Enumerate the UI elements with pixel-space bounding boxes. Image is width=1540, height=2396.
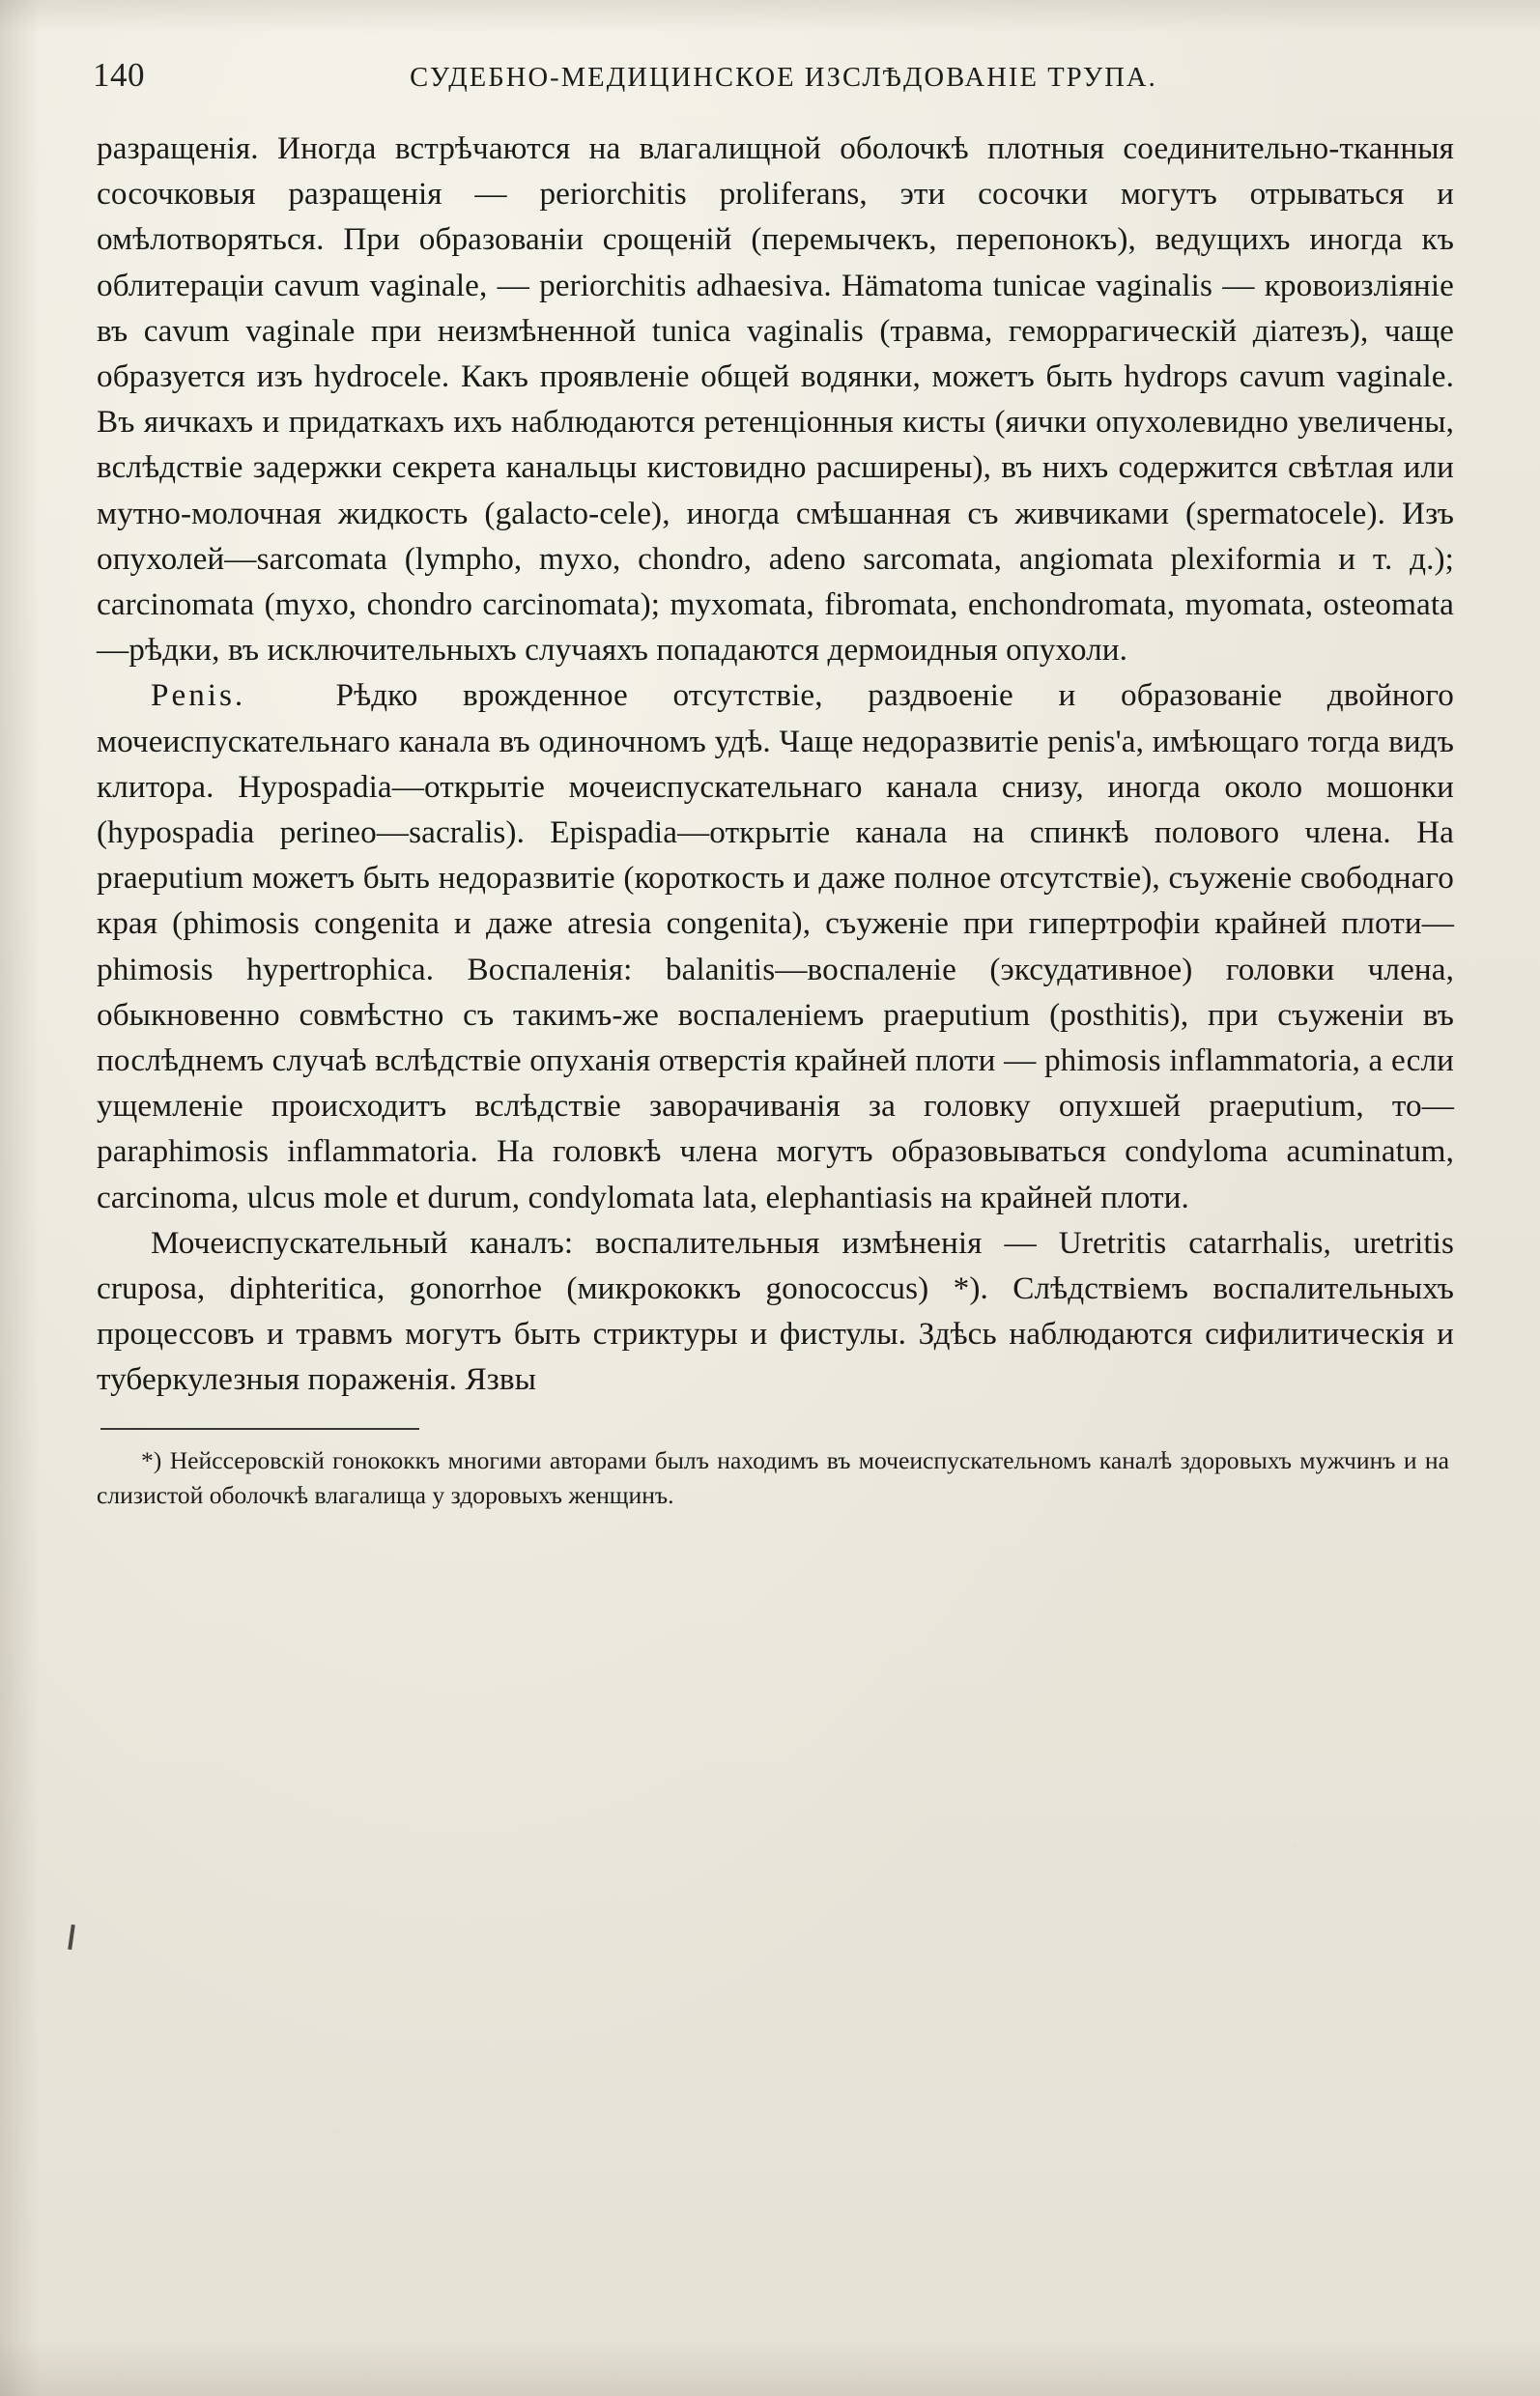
page-edge-shadow-left	[0, 0, 41, 2396]
paragraph-continuation	[97, 126, 1454, 672]
margin-pen-mark	[68, 1925, 75, 1950]
text-column	[97, 126, 1454, 1514]
page-edge-shadow-top	[0, 0, 1540, 33]
footnote-divider	[100, 1428, 419, 1430]
footnote	[97, 1443, 1449, 1514]
paragraph-text: Мочеиспускательный каналъ: воспалительныя измѣненія — Uretritis catarrhalis, uretritis cruposa, diphteritica, gonorrhoe (микрококкъ gonococcus) *). Слѣдствіемъ воспалительныхъ процессовъ и травмъ могутъ быть стриктуры и фистулы. Здѣсь наблюдаются сифилитическія и туберкулезныя пораженія. Язвы	[97, 1224, 1454, 1398]
page-content	[93, 56, 1465, 1514]
footnote-marker: *)	[141, 1445, 162, 1474]
paragraph-text: Рѣдко врожденное отсутствіе, раздвоеніе и образованіе двойного мочеиспускательнаго канала въ одиночномъ удѣ. Чаще недоразвитіе penis'a, имѣющаго тогда видъ клитора. Hypospadia—открытіе мочеиспускательнаго канала снизу, иногда около мошонки (hypospadia perineo—sacralis). Epispadia—открытіе канала на спинкѣ полового члена. На praeputium можетъ быть недоразвитіе (короткость и даже полное отсутствіе), съуженіе свободнаго края (phimosis congenita и даже atresia congenita), съуженіе при гипертрофіи крайней плоти—phimosis hypertrophica. Воспаленія: balanitis—воспаленіе (эксудативное) головки члена, обыкновенно совмѣстно съ такимъ-же воспаленіемъ praeputium (posthitis), при съуженіи въ послѣднемъ случаѣ вслѣдствіе опуханія отверстія крайней плоти — phimosis inflammatoria, а если ущемленіе происходитъ вслѣдствіе заворачиванія за головку опухшей praeputium, то—paraphimosis inflammatoria. На головкѣ члена могутъ образовываться condyloma acuminatum, carcinoma, ulcus mole et durum, condylomata lata, elephantiasis на крайней плоти.	[97, 677, 1454, 1215]
paragraph-text: разращенія. Иногда встрѣчаются на влагалищной оболочкѣ плотныя соединительно-тканныя сосочковыя разращенія — periorchitis proliferans, эти сосочки могутъ отрываться и омѣлотворяться. При образованіи срощеній (перемычекъ, перепонокъ), ведущихъ иногда къ облитераціи cavum vaginale, — periorchitis adhaesiva. Hämatoma tunicae vaginalis — кровоизліяніе въ cavum vaginale при неизмѣненной tunica vaginalis (травма, геморрагическій діатезъ), чаще образуется изъ hydrocele. Какъ проявленіе общей водянки, можетъ быть hydrops cavum vaginale. Въ яичкахъ и придаткахъ ихъ наблюдаются ретенціонныя кисты (яички опухолевидно увеличены, вслѣдствіе задержки секрета канальцы кистовидно расширены), въ нихъ содержится свѣтлая или мутно-молочная жидкость (galacto-cele), иногда смѣшанная съ живчиками (spermatocele). Изъ опухолей—sarcomata (lympho, myxo, chondro, adeno sarcomata, angiomata plexiformia и т. д.); carcinomata (myxo, chondro carcinomata); myxomata, fibromata, enchondromata, myomata, osteomata—рѣдки, въ исключительныхъ случаяхъ попадаются дермоидныя опухоли.	[97, 130, 1454, 669]
running-head-title: СУДЕБНО-МЕДИЦИНСКОЕ ИЗСЛѢДОВАНІЕ ТРУПА.	[410, 63, 1157, 93]
running-head	[93, 56, 1465, 100]
paragraph-heading-penis: Penis.	[151, 677, 246, 714]
page-number: 140	[93, 56, 145, 94]
footnote-text: Нейссеровскій гонококкъ многими авторами былъ находимъ въ мочеиспускательномъ каналѣ здоровыхъ мужчинъ и на слизистой оболочкѣ влагалища у здоровыхъ женщинъ.	[97, 1445, 1449, 1510]
page-edge-shadow-bottom	[0, 2338, 1540, 2396]
paragraph-urethra	[97, 1220, 1454, 1403]
paragraph-penis	[97, 672, 1454, 1219]
